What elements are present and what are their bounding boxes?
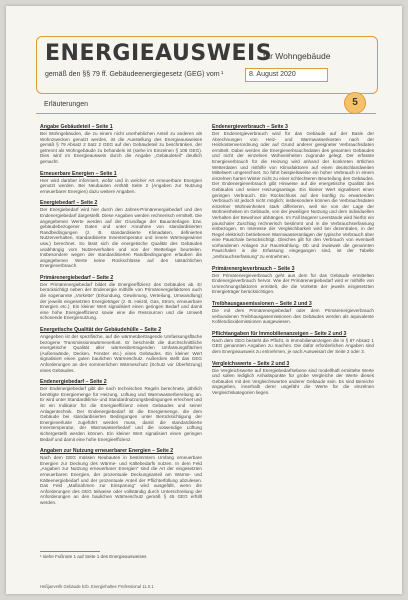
section-text: Der Primärenergiebedarf bildet die Energieeffizienz des Gebäudes ab. Er berücksichtigt neben der Endenergie mithilfe von Primärenergiefaktoren auch die sogenannte „Vorkette“ (Erkundung, Gewinnung, Verteilung, Umwandlung) der jeweils eingesetzten Energieträger (z. B. Heizöl, Gas, Strom, erneuerbare Energien etc.). Ein kleiner Wert signalisiert einen geringen Bedarf und damit eine hohe Energieeffizienz sowie eine die Ressourcen und die Umwelt schonende Energienutzung. (40, 281, 202, 321)
explanation-section (40, 124, 202, 165)
explanation-section (212, 361, 374, 396)
section-text: Der Primärenergieverbrauch geht aus dem für das Gebäude ermittelten Endenergieverbrauch hervor. Wie der Primärenergiebedarf wird er mithilfe von Umrechnungsfaktoren ermittelt, die die Vorkette der jeweils eingesetzten Energieträger berücksichtigen. (212, 272, 374, 295)
section-text: Der Endenergieverbrauch wird für das Gebäude auf der Basis der Abrechnungen von Heiz- und Warmwasserkosten nach der Heizkostenverordnung oder auf Grund anderer geeigneter Verbrauchsdaten ermittelt. Dabei werden die Energieverbrauchsdaten des gesamten Gebäudes und nicht der einzelnen Wohneinheiten zugrunde gelegt. Der erfasste Energieverbrauch für die Heizung wird anhand der konkreten örtlichen Wetterdaten und mithilfe von Klimafaktoren auf einen deutschlandweiten Mittelwert umgerechnet. So führt beispielsweise ein hoher Verbrauch in einem einzelnen harten Winter nicht zu einer schlechteren Beurteilung des Gebäudes. Der Endenergieverbrauch gibt Hinweise auf die energetische Qualität des Gebäudes und seiner Heizungsanlage. Ein kleiner Wert signalisiert einen geringen Verbrauch. Ein Rückschluss auf den künftig zu erwartenden Verbrauch ist jedoch nicht möglich; insbesondere können die Verbrauchsdaten einzelner Wohneinheiten stark differieren, weil sie von der Lage der Wohneinheiten im Gebäude, von der jeweiligen Nutzung und dem individuellen Verhalten der Bewohner abhängen. Im Fall längerer Leerstände wird hierfür ein pauschaler Zuschlag rechnerisch bestimmt und in die Verbrauchserfassung einbezogen. Im Interesse der Vergleichbarkeit wird bei dezentralen, in der Regel elektrisch betriebenen Warmwasseranlagen der typische Verbrauch über eine Pauschale berücksichtigt. Gleiches gilt für den Verbrauch von eventuell vorhandenen Anlagen zur Raumkühlung. Ob und inwieweit die genannten Pauschalen in die Erfassung eingegangen sind, ist der Tabelle „Verbrauchserfassung“ zu entnehmen. (212, 131, 374, 260)
explanation-section (212, 331, 374, 355)
section-text: Der Energiebedarf wird hier durch den Jahres-Primärenergiebedarf und den Endenergiebedarf dargestellt. Diese Angaben werden rechnerisch ermittelt. Die angegebenen Werte werden auf der Grundlage der Bauunterlagen bzw. gebäudebezogener Daten und unter Annahme von standardisierten Randbedingungen (z. B. standardisierte Klimadaten, definiertes Nutzerverhalten, standardisierte Innentemperatur und innere Wärmegewinne usw.) berechnet. So lässt sich die energetische Qualität des Gebäudes unabhängig vom Nutzerverhalten und von der Wetterlage beurteilen. Insbesondere wegen der standardisierten Randbedingungen erlauben die angegebenen Werte keine Rückschlüsse auf den tatsächlichen Energieverbrauch. (40, 207, 202, 269)
explanation-section (40, 379, 202, 442)
section-heading: Energetische Qualität der Gebäudehülle – Seite 2 (40, 327, 162, 334)
document-sheet (6, 6, 402, 594)
section-text: Nach dem GEG besteht die Pflicht, in Immobilienanzeigen die in § 87 Absatz 1 GEG genannten Angaben zu machen. Die dafür erforderlichen Angaben sind dem Energieausweis zu entnehmen, je nach Ausweisart der Seite 2 oder 3. (212, 337, 374, 354)
section-heading: Primärenergieverbrauch – Seite 3 (212, 265, 295, 272)
section-text: Angegeben ist der spezifische, auf die wärmeübertragende Umfassungsfläche bezogene Transmissionswärmeverlust. Er beschreibt die durchschnittliche energetische Qualität aller wärmeübertragenden Umfassungsflächen (Außenwände, Decken, Fenster etc.) eines Gebäudes. Ein kleiner Wert signalisiert einen guten baulichen Wärmeschutz. Außerdem stellt das GEG Anforderungen an den sommerlichen Wärmeschutz (Schutz vor Überhitzung) eines Gebäudes. (40, 334, 202, 373)
legal-basis: gemäß den §§ 79 ff. Gebäudeenergiegesetz (GEG) vom (45, 71, 220, 78)
footnote: ¹ siehe Fußnote 1 auf Seite 1 des Energieausweises (40, 554, 147, 559)
explanation-section (40, 448, 202, 505)
section-heading: Endenergieverbrauch – Seite 3 (212, 124, 288, 130)
section-text: Die mit dem Primärenergiebedarf oder dem Primärenergieverbrauch verbundenen Treibhausgasemissionen des Gebäudes werden als äquivalente Kohlendioxidemissionen ausgewiesen. (212, 308, 374, 325)
document-title: ENERGIEAUSWEIS (45, 41, 273, 66)
section-heading: Angabe Gebäudeteil – Seite 1 (40, 124, 113, 130)
section-bar (36, 99, 376, 114)
section-heading: Angaben zur Nutzung erneuerbarer Energien – Seite 2 (40, 448, 174, 455)
footnote-marker: ¹ (221, 71, 224, 78)
section-heading: Vergleichswerte – Seite 2 und 3 (212, 360, 290, 367)
section-text: Der Endenergiebedarf gibt die nach technischen Regeln berechnete, jährlich benötigte Energiemenge für Heizung, Lüftung und Warmwasserbereitung an. Er wird unter Standardklima- und Standardnutzungsbedingungen errechnet und ist ein Indikator für die Energieeffizienz eines Gebäudes und seiner Anlagentechnik. Der Endenergiebedarf ist die Energiemenge, die dem Gebäude bei standardisierten Bedingungen unter Berücksichtigung der Energieverluste zugeführt werden muss, damit die standardisierte Innentemperatur, der Warmwasserbedarf und die notwendige Lüftung sichergestellt werden können. Ein kleiner Wert signalisiert einen geringen Bedarf und damit eine hohe Energieeffizienz. (40, 386, 202, 442)
section-title: Erläuterungen (44, 101, 88, 108)
publisher-line: Heßjaeverlk Gebäude bzb. Energiehaltee Professional 11.0.1 (40, 584, 154, 589)
section-text: Hier wird darüber informiert, wofür und in welcher Art erneuerbare Energien genutzt werden. Bei Neubauten enthält Seite 2 (Angaben zur Nutzung erneuerbarer Energien) dazu weitere Angaben. (40, 177, 202, 194)
explanation-section (212, 124, 374, 260)
section-text: Nach dem GEG müssen Neubauten in bestimmtem Umfang erneuerbare Energien zur Deckung des Wärme- und Kältebedarfs nutzen. In dem Feld „Angaben zur Nutzung erneuerbarer Energien“ sind die Art der eingesetzten erneuerbaren Energien, der prozentuale Deckungsanteil am Wärme- und Kälteenergiebedarf und der prozentuale Anteil der Pflichterfüllung abzulesen. Das Feld „Maßnahmen zur Einsparung“ wird ausgefüllt, wenn die Anforderungen des GEG teilweise oder vollständig durch Unterschreitung der Anforderungen an den baulichen Wärmeschutz gemäß § 45 GEG erfüllt werden. (40, 455, 202, 505)
section-heading: Energiebedarf – Seite 2 (40, 200, 98, 207)
footnote-divider (40, 551, 100, 552)
section-heading: Endenergiebedarf – Seite 2 (40, 379, 107, 386)
section-text: Bei Wohngebäuden, die zu einem nicht unerheblichen Anteil zu anderen als Wohnzwecken genutzt werden, ist die Ausstellung des Energieausweises gemäß § 79 Absatz 2 Satz 2 GEG auf den Gebäudeteil zu beschränken, der getrennt als Wohngebäude zu behandeln ist (siehe im Einzelnen § 106 GEG). Dies wird im Energieausweis durch die Angabe „Gebäudeteil“ deutlich gemacht. (40, 131, 202, 164)
section-heading: Treibhausgasemissionen – Seite 2 und 3 (212, 301, 312, 308)
section-heading: Primärenergiebedarf – Seite 2 (40, 274, 114, 281)
header-box (36, 36, 378, 94)
section-heading: Pflichtangaben für Immobilienanzeigen – Seite 2 und 3 (212, 330, 347, 337)
explanation-section (212, 301, 374, 325)
regulation-date: 8. August 2020 (245, 68, 328, 82)
left-column (40, 124, 202, 511)
building-type: für Wohngebäude (263, 51, 331, 61)
right-column (212, 124, 374, 402)
page-number-badge: 5 (344, 92, 366, 114)
section-text: Die Vergleichswerte auf Energiebedarfsebene sind modellhaft ermittelte Werte und sollen lediglich Anhaltspunkte für grobe Vergleiche der Werte dieses Gebäudes mit den Vergleichswerten anderer Gebäude sein. Es sind Bereiche angegeben, innerhalb derer ungefähr die Werte für die einzelnen Vergleichskategorien liegen. (212, 367, 374, 395)
explanation-section (40, 171, 202, 195)
explanation-section (40, 275, 202, 321)
explanation-section (212, 266, 374, 295)
section-heading: Erneuerbare Energien – Seite 1 (40, 170, 117, 177)
explanation-section (40, 200, 202, 269)
explanation-section (40, 327, 202, 373)
